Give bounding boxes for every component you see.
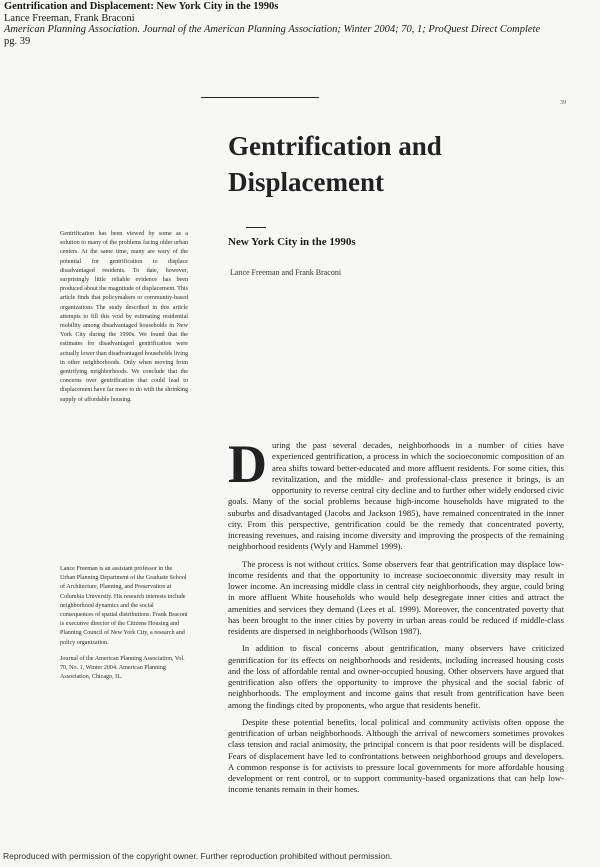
article-authors: Lance Freeman and Frank Braconi (230, 268, 342, 277)
header-page: pg. 39 (4, 35, 31, 47)
body-paragraph-1 (228, 434, 564, 553)
page-number: 39 (560, 100, 566, 106)
drop-cap: D (228, 434, 267, 494)
header-title: Gentrification and Displacement: New York City in the 1990s (4, 1, 279, 12)
document-header (4, 1, 596, 47)
abstract (60, 230, 188, 405)
body-paragraph-2: The process is not without critics. Some observers fear that gentrification may displace low-income residents and that the opportunity to increase socioeconomic diversity may result in lower income. An increasing middle class in central city neighborhoods, they argue, could bring in more affluent White households who would help desegregate inner cities and attract the amenities and services they demand (Lees et al. 1999). Moreover, the concentrated poverty that has been brought to the inner cities by poverty in urban areas could be reduced if middle-class residents are dispersed in neighborhoods (Wilson 1987). (228, 558, 564, 636)
body-paragraph-1-text: uring the past several decades, neighborhoods in a number of cities have experienced gentrification, a process in which the socioeconomic composition of an area shifts toward better-educated and more affluent residents. For some cities, this revitalization, and the middle- and professional-class presence it brings, is an opportunity to reverse central city decline and to further other widely endorsed civic goals. Many of the social problems because high-income households have migrated to the suburbs and disadvantaged (Jacobs and Jackson 1985), have remained concentrated in the inner city. From this perspective, gentrification could be the remedy that concentrated poverty, increasing revenues, and raising income diversity and improving the prospects of the remaining neighborhood residents (Wyly and Hammel 1999). (228, 440, 564, 552)
header-source: American Planning Association. Journal of the American Planning Association; Winter 2004; 70, 1; ProQuest Direct Complete (4, 24, 541, 35)
header-authors: Lance Freeman, Frank Braconi (4, 12, 135, 24)
body-paragraph-4: Despite these potential benefits, local political and community activists often oppose the gentrification of urban neighborhoods. Although the arrival of newcomers sometimes provokes class tension and racial animosity, the principal concern is that poor residents will be displaced. Fears of displacement have led to confrontations between neighborhood groups and developers. A common response is for activists to pressure local governments for more affordable housing development or rent control, or to support community-based organizations that can help low-income tenants remain in their homes. (228, 716, 564, 795)
top-rule (201, 97, 319, 98)
body-paragraph-3: In addition to fiscal concerns about gentrification, many observers have criticized gentrification for its effects on neighborhoods and residents, including increased housing costs and the loss of affordable rental and owner-occupied housing. Other observers have argued that gentrification also offers the opportunity to improve the physical and the social fabric of neighborhoods. The employment and income gains that result from gentrification have been among the findings cited by proponents, who argue that residents benefit. (228, 643, 564, 710)
article-body (228, 434, 564, 802)
subtitle-rule (246, 227, 266, 228)
bio-paragraph-2: Journal of the American Planning Association, Vol. 70, No. 1, Winter 2004. American Planning Association, Chicago, IL. (60, 655, 185, 681)
author-bio (60, 565, 188, 689)
copyright-footer: Reproduced with permission of the copyright owner. Further reproduction prohibited without permission. (3, 851, 393, 861)
article-subtitle: New York City in the 1990s (228, 236, 356, 248)
bio-paragraph-1: Lance Freeman is an assistant professor in the Urban Planning Department of the Graduate School of Architecture, Planning, and Preservation at Columbia University. His research interests include neighborhood dynamics and the social consequences of spatial distributions. Frank Braconi is executive director of the Citizens Housing and Planning Council of New York City, a research and policy organization. (60, 566, 188, 646)
article-title: Gentrification and Displacement (228, 131, 442, 197)
abstract-text: Gentrification has been viewed by some as a solution to many of the problems facing older urban centers. At the same time, many are wary of the potential for gentrification to displace disadvantaged residents. To date, however, surprisingly little reliable evidence has been produced about the magnitude of displacement. This article finds that policymakers or community-based organizations The study described in this article attempts to fill this void by estimating residential mobility among disadvantaged households in New York City during the 1990s. We found that the estimates for disadvantaged gentrification were actually lower than disadvantaged households living in other neighborhoods. Only when moving from gentrifying neighborhoods. We conclude that the concerns over gentrification that could lead to displacement have far more to do with the shrinking supply of affordable housing. (60, 231, 188, 403)
